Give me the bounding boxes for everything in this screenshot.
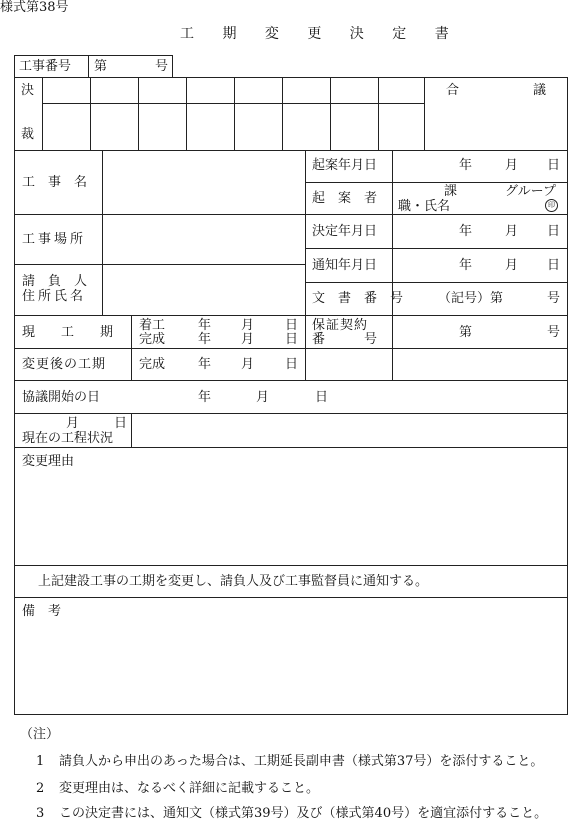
biko-label: 備 考 xyxy=(22,604,62,619)
ukeoinin-label-1: 請 負 人 xyxy=(22,274,88,289)
shoku-shimei-label: 職・氏名 xyxy=(398,199,451,214)
henkogo-month: 月 xyxy=(241,357,255,372)
kansei-label: 完成 xyxy=(139,332,166,347)
chakko-month: 月 xyxy=(241,318,255,333)
note-number: 3 xyxy=(36,806,45,821)
tsuchi-year: 年 xyxy=(459,258,473,273)
kansei-month: 月 xyxy=(241,332,255,347)
chakko-label: 着工 xyxy=(139,318,166,333)
kettei-month: 月 xyxy=(505,224,519,239)
kyogi-day: 日 xyxy=(315,390,329,405)
tsuchi-date-label: 通知年月日 xyxy=(312,258,378,273)
note-text: この決定書には、通知文（様式第39号）及び（様式第40号）を適宜添付すること。 xyxy=(59,806,548,821)
statement-text: 上記建設工事の工期を変更し、請負人及び工事監督員に通知する。 xyxy=(38,574,429,589)
henko-riyu-label: 変更理由 xyxy=(22,454,75,469)
kettei-year: 年 xyxy=(459,224,473,239)
tsuchi-month: 月 xyxy=(505,258,519,273)
bunsho-bango-label: 文 書 番 号 xyxy=(312,291,404,306)
gogi-label: 合 xyxy=(446,83,460,98)
hosho-label-1: 保証契約 xyxy=(312,318,369,333)
kettei-day: 日 xyxy=(547,224,561,239)
koji-bango-label: 工事番号 xyxy=(19,59,72,74)
sai-label: 裁 xyxy=(21,127,35,142)
koji-basho-label: 工事場所 xyxy=(22,232,87,247)
kettei-date-label: 決定年月日 xyxy=(312,224,378,239)
hosho-go: 号 xyxy=(547,325,561,340)
koji-mei-label: 工 事 名 xyxy=(22,175,88,190)
hosho-label-2: 番 号 xyxy=(312,332,378,347)
note-number: 1 xyxy=(36,754,45,769)
kian-month: 月 xyxy=(505,158,519,173)
kyogi-kaishi-label: 協議開始の日 xyxy=(22,390,101,405)
henkogo-koki-label: 変更後の工期 xyxy=(22,357,107,372)
genkoki-label: 現 工 期 xyxy=(22,325,114,340)
note-text: 請負人から申出のあった場合は、工期延長副申書（様式第37号）を添付すること。 xyxy=(59,754,544,769)
chakko-day: 日 xyxy=(285,318,299,333)
koji-bango-dai: 第 xyxy=(94,59,108,74)
note-text: 変更理由は、なるべく詳細に記載すること。 xyxy=(59,781,320,796)
hosho-dai: 第 xyxy=(459,325,473,340)
koji-bango-go: 号 xyxy=(155,59,169,74)
gi-label: 議 xyxy=(533,83,547,98)
page-title: 工 期 変 更 決 定 書 xyxy=(180,26,461,42)
kansei-year: 年 xyxy=(198,332,212,347)
note-number: 2 xyxy=(36,781,45,796)
kian-sha-label: 起 案 者 xyxy=(312,191,378,206)
genzai-day: 日 xyxy=(114,416,128,431)
henkogo-kansei-label: 完成 xyxy=(139,357,166,372)
ka-label: 課 xyxy=(444,184,458,199)
kian-date-label: 起案年月日 xyxy=(312,158,378,173)
seal-icon: 印 xyxy=(545,199,558,212)
genzai-month: 月 xyxy=(66,416,80,431)
genzai-label: 現在の工程状況 xyxy=(22,431,114,446)
tsuchi-day: 日 xyxy=(547,258,561,273)
henkogo-year: 年 xyxy=(198,357,212,372)
kyogi-year: 年 xyxy=(198,390,212,405)
chakko-year: 年 xyxy=(198,318,212,333)
kian-day: 日 xyxy=(547,158,561,173)
kyogi-month: 月 xyxy=(256,390,270,405)
ukeoinin-label-2: 住所氏名 xyxy=(22,289,87,304)
kian-year: 年 xyxy=(459,158,473,173)
group-label: グループ xyxy=(505,184,556,199)
notes-header: （注） xyxy=(20,727,60,742)
kigo-dai: （記号）第 xyxy=(438,291,504,306)
kansei-day: 日 xyxy=(285,332,299,347)
henkogo-day: 日 xyxy=(285,357,299,372)
ketsu-label: 決 xyxy=(21,83,35,98)
form-number: 様式第38号 xyxy=(0,0,69,15)
bunsho-go: 号 xyxy=(547,291,561,306)
